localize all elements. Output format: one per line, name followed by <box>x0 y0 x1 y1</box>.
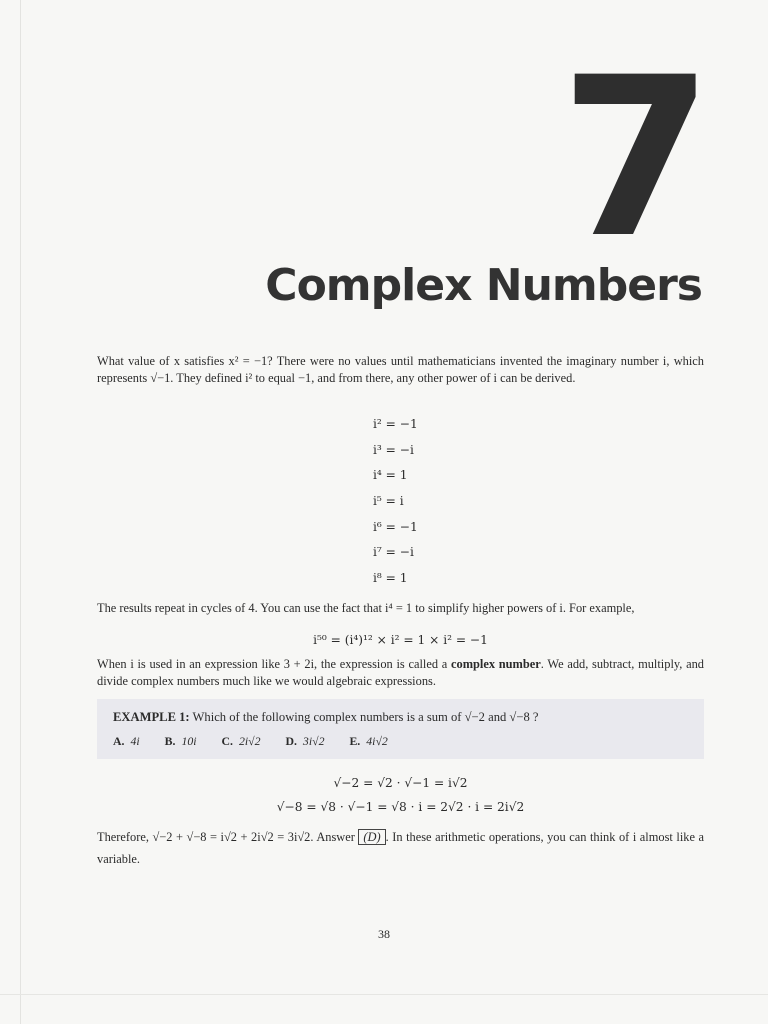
choice-letter: E. <box>349 734 361 748</box>
solution-equation-2: √−8 = √8 · √−1 = √8 · i = 2√2 · i = 2i√2 <box>276 800 525 814</box>
chapter-number: 7 <box>560 30 714 286</box>
example-question-text: Which of the following complex numbers is a sum of √−2 and √−8 ? <box>192 710 539 724</box>
conclusion-text: Therefore, √−2 + √−8 = i√2 + 2i√2 = 3i√2. Answer <box>97 830 359 844</box>
cycle-paragraph: The results repeat in cycles of 4. You can use the fact that i⁴ = 1 to simplify higher powers of i. For example, <box>97 601 635 615</box>
power-equation: i⁷ = −i <box>373 545 414 560</box>
power-equation: i⁵ = i <box>373 494 404 509</box>
conclusion-text: . In these arithmetic operations, you can think of i almost like a variable. <box>97 830 704 866</box>
power-equation: i² = −1 <box>373 417 418 431</box>
choice-text: 4i <box>130 734 140 748</box>
choice-letter: B. <box>164 734 176 748</box>
choice-text: 3i√2 <box>302 734 325 748</box>
powers-of-i-list <box>373 414 493 594</box>
answer-choice <box>113 734 140 749</box>
answer-box: (D) <box>358 829 385 845</box>
power-equation: i³ = −i <box>373 442 414 457</box>
solution-conclusion <box>97 826 704 870</box>
power-equation: i⁸ = 1 <box>373 571 408 586</box>
choice-text: 4i√2 <box>366 734 388 748</box>
example-box <box>97 699 704 759</box>
choice-letter: D. <box>285 734 297 748</box>
choice-letter: C. <box>221 734 233 748</box>
page-number: 38 <box>378 927 390 941</box>
paragraph-text: . We add, subtract, multiply, and divide complex numbers much like we would algebraic expressions. <box>97 657 704 688</box>
complex-number-paragraph <box>97 656 704 690</box>
solution-equation-1: √−2 = √2 · √−1 = i√2 <box>333 776 468 790</box>
key-term: complex number <box>451 657 541 671</box>
page-bottom-line <box>0 994 768 995</box>
choice-text: 2i√2 <box>238 734 261 748</box>
chapter-title: Complex Numbers <box>265 260 702 311</box>
power-equation: i⁶ = −1 <box>373 519 418 534</box>
choice-text: 10i <box>181 734 197 748</box>
power-equation: i⁴ = 1 <box>373 468 408 483</box>
intro-paragraph: What value of x satisfies x² = −1? There were no values until mathematicians invented the imaginary number i, which represents √−1. They defined i² to equal −1, and from there, any other power of i can be derived. <box>97 354 704 385</box>
paragraph-text: When i is used in an expression like 3 + 2i, the expression is called a <box>97 657 451 671</box>
page-edge-line <box>20 0 21 1024</box>
choice-letter: A. <box>113 734 125 748</box>
cycle-example-equation: i⁵⁰ = (i⁴)¹² × i² = 1 × i² = −1 <box>313 633 488 647</box>
answer-choice <box>349 734 387 749</box>
answer-choice <box>221 734 260 749</box>
answer-choice <box>165 734 197 749</box>
example-question <box>113 710 538 725</box>
example-label: EXAMPLE 1: <box>113 710 190 724</box>
answer-choice <box>285 734 324 749</box>
answer-choices <box>113 734 410 749</box>
